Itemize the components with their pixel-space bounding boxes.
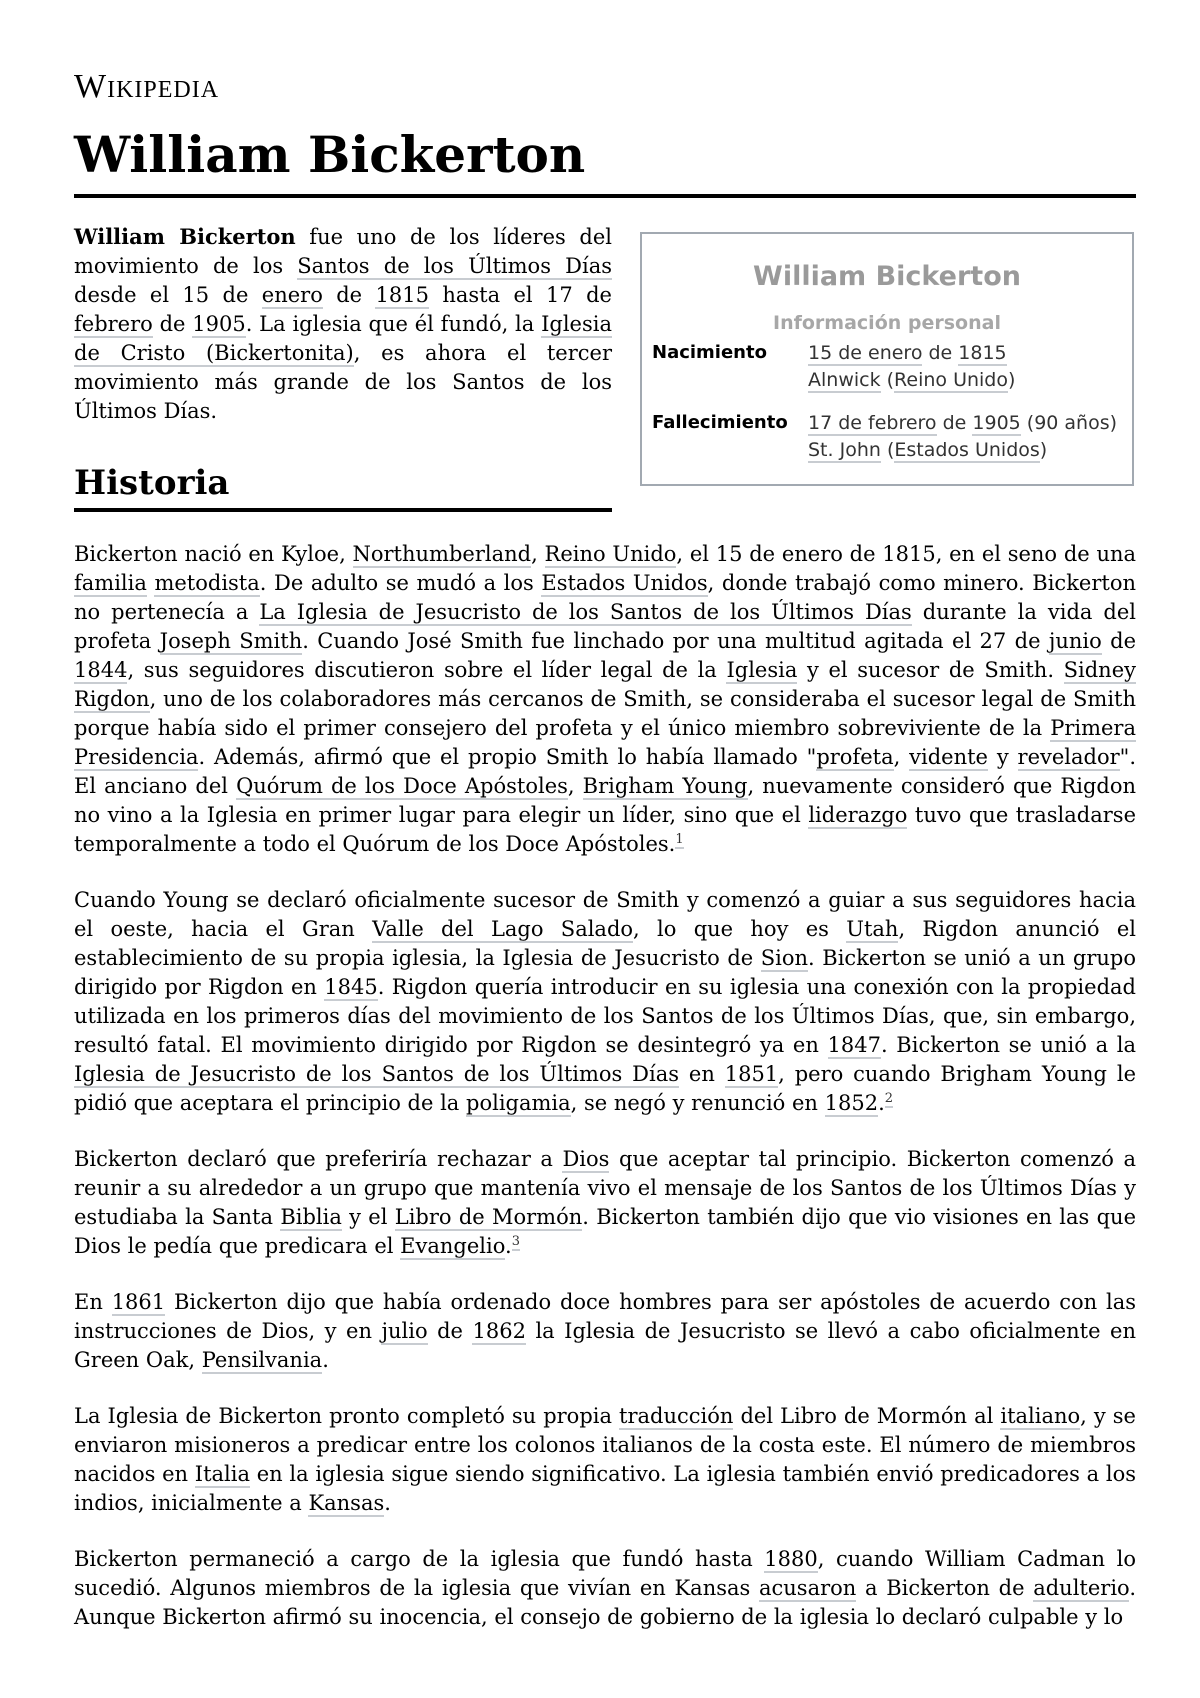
wiki-link[interactable]: Utah — [846, 917, 899, 941]
infobox-label: Fallecimiento — [652, 412, 788, 433]
infobox-label: Nacimiento — [652, 342, 767, 363]
wiki-link[interactable]: Northumberland — [352, 542, 532, 566]
wiki-link[interactable]: enero — [261, 283, 323, 307]
reference-link[interactable]: 1 — [675, 832, 684, 847]
wiki-link[interactable]: Alnwick — [808, 369, 881, 391]
wiki-link[interactable]: St. John — [808, 439, 881, 461]
wiki-link[interactable]: junio — [1048, 629, 1102, 653]
body-paragraph: Bickerton declaró que preferiría rechazar a Dios que aceptar tal principio. Bickerton comenzó a reunir a su alrededor a un grupo que mantenía vivo el mensaje de los Santos de los Últimos Días y estudiaba la Santa Biblia y el Libro de Mormón. Bickerton también dijo que vio visiones en las que Dios le pedía que predicara el Evangelio.$^3$ — [74, 1147, 1136, 1258]
wiki-link[interactable]: italiano — [1000, 1404, 1081, 1428]
wiki-link[interactable]: Dios — [562, 1147, 610, 1171]
wiki-link[interactable]: familia — [74, 571, 147, 595]
wiki-link[interactable]: 1844 — [74, 658, 128, 682]
infobox-value-line: St. John (Estados Unidos) — [808, 439, 1048, 461]
wiki-link[interactable]: Estados Unidos — [541, 571, 708, 595]
wiki-link[interactable]: acusaron — [759, 1576, 857, 1600]
infobox-value-line: 15 de enero de 1815 — [808, 342, 1007, 364]
reference-link[interactable]: 2 — [884, 1091, 894, 1106]
infobox-value — [808, 410, 1132, 464]
body-paragraph: Cuando Young se declaró oficialmente sucesor de Smith y comenzó a guiar a sus seguidores hacia el oeste, hacia el Gran Valle del Lago Salado, lo que hoy es Utah, Rigdon anunció el establecimiento de su propia iglesia, la Iglesia de Jesucristo de Sion. Bickerton se unió a un grupo dirigido por Rigdon en 1845. Rigdon quería introducir en su iglesia una conexión con la propiedad utilizada en los primeros días del movimiento de los Santos de los Últimos Días, que, sin embargo, resultó fatal. El movimiento dirigido por Rigdon se desintegró ya en 1847. Bickerton se unió a la Iglesia de Jesucristo de los Santos de los Últimos Días en 1851, pero cuando Brigham Young le pidió que aceptara el principio de la poligamia, se negó y renunció en 1852.$^2$ — [74, 888, 1136, 1115]
wiki-link[interactable]: Santos de los Últimos Días — [297, 254, 612, 278]
wiki-link[interactable]: profeta — [816, 745, 894, 769]
article-subject-bold: William Bickerton — [74, 224, 296, 249]
wiki-link[interactable]: Reino Unido — [544, 542, 677, 566]
wiki-link[interactable]: revelador — [1017, 745, 1120, 769]
wiki-link[interactable]: 1905 — [192, 312, 246, 336]
wiki-link[interactable]: 15 de enero — [808, 342, 923, 364]
wiki-link[interactable]: metodista — [154, 571, 260, 595]
wiki-link[interactable]: 1880 — [764, 1547, 818, 1571]
section-heading-historia: Historia — [74, 458, 612, 512]
wiki-link[interactable]: 17 de febrero — [808, 412, 937, 434]
wiki-link[interactable]: Kansas — [308, 1491, 385, 1515]
infobox-value — [808, 340, 1132, 394]
wiki-link[interactable]: julio — [381, 1319, 428, 1343]
wiki-link[interactable]: Italia — [194, 1462, 250, 1486]
reference-link[interactable]: 3 — [511, 1234, 520, 1249]
lead-section — [74, 222, 1136, 532]
wiki-link[interactable]: Pensilvania — [201, 1348, 323, 1372]
page-title: William Bickerton — [74, 120, 1136, 198]
body-paragraph: Bickerton permaneció a cargo de la iglesia que fundó hasta 1880, cuando William Cadman lo sucedió. Algunos miembros de la iglesia que vivían en Kansas acusaron a Bickerton de adulterio. Aunque Bickerton afirmó su inocencia, el consejo de gobierno de la iglesia lo declaró culpable y lo — [74, 1547, 1136, 1629]
infobox-value-line: Alnwick (Reino Unido) — [808, 369, 1016, 391]
wiki-link[interactable]: Biblia — [280, 1205, 342, 1229]
wiki-link[interactable]: Iglesia de Cristo (Bickertonita) — [74, 312, 612, 365]
wiki-link[interactable]: 1815 — [958, 342, 1007, 364]
lead-paragraph: William Bickerton fue uno de los líderes del movimiento de los Santos de los Últimos Días desde el 15 de enero de 1815 hasta el 17 de febrero de 1905. La iglesia que él fundó, la Iglesia de Cristo (Bickertonita), es ahora el tercer movimiento más grande de los Santos de los Últimos Días. — [74, 224, 613, 423]
wiki-link[interactable]: 1862 — [472, 1319, 526, 1343]
wiki-link[interactable]: Valle del Lago Salado — [372, 917, 634, 941]
wiki-link[interactable]: 1851 — [724, 1062, 779, 1086]
body-paragraph: En 1861 Bickerton dijo que había ordenado doce hombres para ser apóstoles de acuerdo con las instrucciones de Dios, y en julio de 1862 la Iglesia de Jesucristo se llevó a cabo oficialmente en Green Oak, Pensilvania. — [74, 1290, 1136, 1372]
infobox-title: William Bickerton — [753, 261, 1021, 292]
wiki-link[interactable]: 1861 — [111, 1290, 166, 1314]
wiki-link[interactable]: adulterio — [1033, 1576, 1130, 1600]
infobox-row-death — [642, 410, 1132, 464]
wiki-link[interactable]: 1815 — [375, 283, 429, 307]
article-body — [74, 540, 1136, 1632]
wiki-link[interactable]: Brigham Young — [582, 774, 748, 798]
infobox — [640, 232, 1134, 486]
wiki-link[interactable]: Libro de Mormón — [394, 1205, 583, 1229]
wiki-link[interactable]: Joseph Smith — [159, 629, 303, 653]
wiki-link[interactable]: vidente — [909, 745, 988, 769]
body-paragraph: Bickerton nació en Kyloe, Northumberland, Reino Unido, el 15 de enero de 1815, en el seno de una familia metodista. De adulto se mudó a los Estados Unidos, donde trabajó como minero. Bickerton no pertenecía a La Iglesia de Jesucristo de los Santos de los Últimos Días durante la vida del profeta Joseph Smith. Cuando José Smith fue linchado por una multitud agitada el 27 de junio de 1844, sus seguidores discutieron sobre el líder legal de la Iglesia y el sucesor de Smith. Sidney Rigdon, uno de los colaboradores más cercanos de Smith, se consideraba el sucesor legal de Smith porque había sido el primer consejero del profeta y el único miembro sobreviviente de la Primera Presidencia. Además, afirmó que el propio Smith lo había llamado "profeta, vidente y revelador". El anciano del Quórum de los Doce Apóstoles, Brigham Young, nuevamente consideró que Rigdon no vino a la Iglesia en primer lugar para elegir un líder, sino que el liderazgo tuvo que trasladarse temporalmente a todo el Quórum de los Doce Apóstoles.$^1$ — [74, 542, 1137, 856]
wiki-link[interactable]: Primera Presidencia — [74, 716, 1136, 769]
wiki-link[interactable]: Sidney Rigdon — [74, 658, 1136, 711]
wiki-link[interactable]: 1845 — [324, 975, 378, 999]
wiki-link[interactable]: 1852 — [824, 1091, 879, 1115]
wiki-link[interactable]: liderazgo — [808, 803, 908, 827]
infobox-row-birth — [642, 340, 1132, 394]
wiki-link[interactable]: La Iglesia de Jesucristo de los Santos de los Últimos Días — [259, 600, 912, 624]
wiki-link[interactable]: Iglesia de Jesucristo de los Santos de los Últimos Días — [74, 1062, 680, 1086]
infobox-section-header: Información personal — [773, 312, 1001, 334]
wiki-link[interactable]: Reino Unido — [894, 369, 1008, 391]
wiki-link[interactable]: Quórum de los Doce Apóstoles — [236, 774, 568, 798]
infobox-value-line: 17 de febrero de 1905 (90 años) — [808, 412, 1118, 434]
wiki-link[interactable]: Estados Unidos — [894, 439, 1040, 461]
wiki-link[interactable]: 1905 — [972, 412, 1021, 434]
wiki-link[interactable]: febrero — [74, 312, 153, 336]
body-paragraph: La Iglesia de Bickerton pronto completó su propia traducción del Libro de Mormón al italiano, y se enviaron misioneros a predicar entre los colonos italianos de la costa este. El número de miembros nacidos en Italia en la iglesia sigue siendo significativo. La iglesia también envió predicadores a los indios, inicialmente a Kansas. — [74, 1404, 1136, 1515]
wiki-link[interactable]: traducción — [619, 1404, 734, 1428]
article — [74, 62, 1136, 1659]
wiki-link[interactable]: poligamia — [466, 1091, 571, 1115]
wikipedia-logo[interactable]: Wikipedia — [74, 68, 220, 105]
wiki-link[interactable]: Iglesia — [726, 658, 798, 682]
wiki-link[interactable]: Sion — [760, 946, 809, 970]
wiki-link[interactable]: Evangelio — [400, 1234, 505, 1258]
wiki-link[interactable]: 1847 — [827, 1033, 881, 1057]
